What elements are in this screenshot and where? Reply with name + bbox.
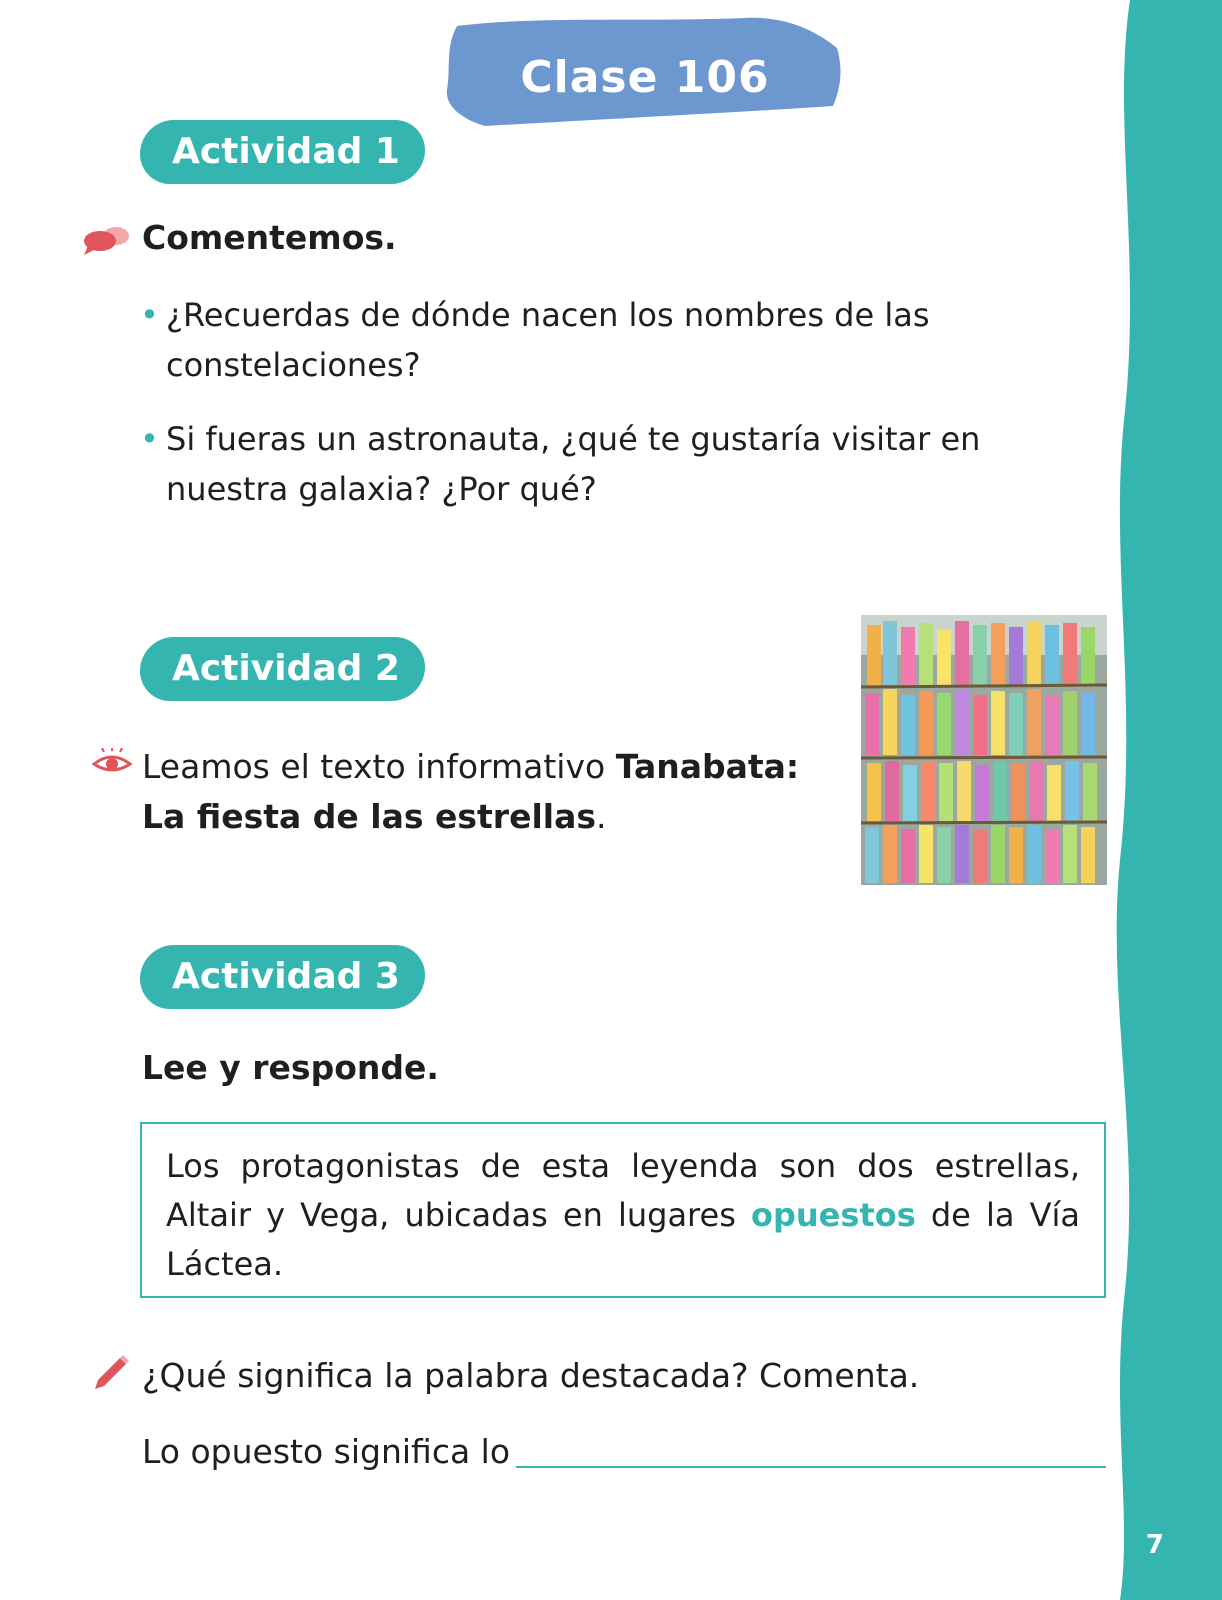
activity-3-label: Actividad 3 (140, 945, 425, 1009)
activity-2-text-title: Tanabata: La fiesta de las estrellas (142, 747, 800, 836)
question-item (140, 414, 1020, 514)
activity-3-instruction (142, 1048, 439, 1087)
pencil-icon (92, 1350, 132, 1390)
activity-1-questions (140, 290, 1020, 538)
excerpt-text-after: de la Vía Láctea. (166, 1196, 1081, 1283)
bullet-dot-icon: • (140, 296, 159, 334)
eye-icon (92, 748, 132, 776)
question-text: ¿Recuerdas de dónde nacen los nombres de las constelaciones? (166, 296, 930, 384)
excerpt-text-before: Los protagonistas de esta leyenda son dos estrellas, Altair y Vega, ubicadas en lugares (166, 1147, 1080, 1234)
reading-excerpt-box (140, 1122, 1106, 1298)
activity-3-instruction-text: Lee y responde. (142, 1048, 439, 1087)
activity-2-instruction (142, 742, 822, 842)
question-text: Si fueras un astronauta, ¿qué te gustaría visitar en nuestra galaxia? ¿Por qué? (166, 420, 981, 508)
tanabata-photo (861, 615, 1107, 885)
tanabata-decorations-image (861, 615, 1107, 885)
bullet-dot-icon: • (140, 420, 159, 458)
answer-blank-line[interactable] (516, 1466, 1106, 1468)
activity-1-instruction (142, 218, 397, 257)
activity-2-label: Actividad 2 (140, 637, 425, 701)
answer-prompt: Lo opuesto significa lo (142, 1432, 511, 1471)
title-banner (445, 8, 845, 128)
activity-1-instruction-text: Comentemos. (142, 218, 397, 257)
activity-1-label: Actividad 1 (140, 120, 425, 184)
activity-2-instruction-prefix: Leamos el texto informativo (142, 747, 616, 786)
highlighted-word: opuestos (751, 1196, 916, 1234)
speech-bubbles-icon (82, 224, 132, 258)
question-item (140, 290, 1020, 390)
page-title: Clase 106 (520, 52, 770, 103)
activity-3-question: ¿Qué significa la palabra destacada? Comenta. (142, 1356, 920, 1395)
activity-2-instruction-suffix: . (596, 797, 607, 836)
page-number: 7 (1145, 1530, 1164, 1560)
side-decoration-strip (1102, 0, 1222, 1600)
